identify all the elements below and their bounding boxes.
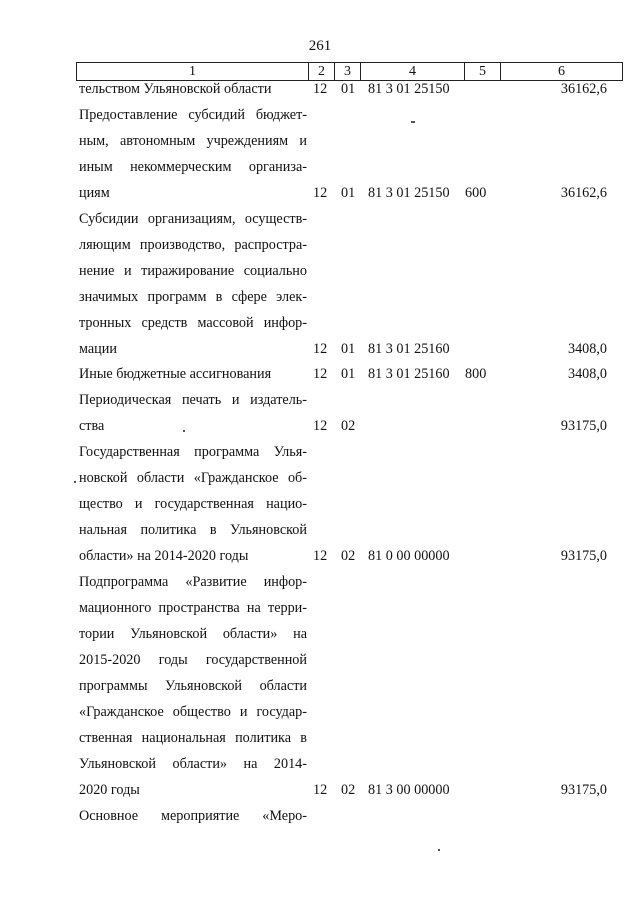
table-line bbox=[0, 570, 640, 595]
row-expense-type-code: 800 bbox=[465, 366, 487, 383]
table-line bbox=[0, 285, 640, 310]
row-section-code: 12 bbox=[313, 548, 328, 565]
column-header-4: 4 bbox=[361, 63, 465, 81]
row-description: Ульяновской области» на 2014- bbox=[79, 755, 307, 772]
row-amount: 3408,0 bbox=[567, 366, 607, 383]
row-section-code: 12 bbox=[313, 184, 328, 201]
row-section-code: 12 bbox=[313, 366, 328, 383]
row-description: тории Ульяновской области» на bbox=[79, 625, 307, 642]
row-amount: 93175,0 bbox=[560, 418, 607, 435]
column-header-6: 6 bbox=[501, 63, 623, 81]
table-line bbox=[0, 233, 640, 258]
row-description: области» на 2014-2020 годы bbox=[79, 548, 249, 565]
row-amount: 3408,0 bbox=[567, 340, 607, 357]
table-line bbox=[0, 700, 640, 725]
row-description: Иные бюджетные ассигнования bbox=[79, 366, 272, 383]
row-description: 2020 годы bbox=[79, 781, 140, 798]
table-line bbox=[0, 622, 640, 647]
row-amount: 36162,6 bbox=[560, 81, 607, 97]
row-subsection-code: 02 bbox=[341, 418, 356, 435]
row-description: Государственная программа Улья- bbox=[79, 444, 307, 461]
table-line bbox=[0, 388, 640, 413]
row-target-article-code: 81 3 01 25150 bbox=[368, 81, 450, 97]
row-description: циям bbox=[79, 184, 110, 201]
table-line bbox=[0, 466, 640, 491]
table-line bbox=[0, 207, 640, 232]
row-subsection-code: 01 bbox=[341, 366, 356, 383]
row-amount: 93175,0 bbox=[560, 781, 607, 798]
row-section-code: 12 bbox=[313, 81, 328, 97]
table-line bbox=[0, 648, 640, 673]
row-description: новской области «Гражданское об- bbox=[79, 470, 307, 487]
scan-speck bbox=[74, 481, 76, 483]
table-line bbox=[0, 804, 640, 829]
table-line bbox=[0, 259, 640, 284]
row-description: щество и государственная нацио- bbox=[79, 496, 307, 513]
table-line bbox=[0, 726, 640, 751]
row-description: ным, автономным учреждениям и bbox=[79, 132, 307, 149]
row-section-code: 12 bbox=[313, 418, 328, 435]
table-line bbox=[0, 77, 640, 102]
table-line bbox=[0, 362, 640, 387]
row-subsection-code: 02 bbox=[341, 548, 356, 565]
row-target-article-code: 81 3 01 25160 bbox=[368, 340, 450, 357]
row-description: Субсидии организациям, осуществ- bbox=[79, 210, 307, 227]
column-header-5: 5 bbox=[465, 63, 501, 81]
row-description: Предоставление субсидий бюджет- bbox=[79, 107, 307, 123]
row-description: мационного пространства на терри- bbox=[79, 600, 307, 616]
column-header-3: 3 bbox=[335, 63, 361, 81]
row-description: ственная национальная политика в bbox=[79, 729, 307, 746]
row-section-code: 12 bbox=[313, 781, 328, 798]
row-description: 2015-2020 годы государственной bbox=[79, 651, 307, 668]
table-line bbox=[0, 155, 640, 180]
table-line bbox=[0, 337, 640, 362]
row-expense-type-code: 600 bbox=[465, 184, 487, 201]
row-target-article-code: 81 0 00 00000 bbox=[368, 548, 450, 565]
row-description: Подпрограмма «Развитие инфор- bbox=[79, 574, 307, 590]
row-subsection-code: 01 bbox=[341, 81, 356, 97]
row-description: иным некоммерческим организа- bbox=[79, 158, 307, 175]
table-line bbox=[0, 518, 640, 543]
table-line bbox=[0, 752, 640, 777]
table-line bbox=[0, 181, 640, 206]
row-subsection-code: 02 bbox=[341, 781, 356, 798]
row-target-article-code: 81 3 01 25160 bbox=[368, 366, 450, 383]
scan-speck bbox=[438, 849, 440, 851]
table-line bbox=[0, 544, 640, 569]
scan-speck bbox=[411, 121, 415, 123]
row-subsection-code: 01 bbox=[341, 184, 356, 201]
table-line bbox=[0, 103, 640, 128]
table-line bbox=[0, 778, 640, 803]
row-description: программы Ульяновской области bbox=[79, 677, 307, 694]
row-description: ляющим производство, распростра- bbox=[79, 236, 307, 253]
table-line bbox=[0, 596, 640, 621]
table-line bbox=[0, 129, 640, 154]
table-line bbox=[0, 311, 640, 336]
row-description: тельством Ульяновской области bbox=[79, 81, 272, 97]
row-description: нение и тиражирование социально bbox=[79, 262, 307, 279]
column-header-2: 2 bbox=[309, 63, 335, 81]
row-description: «Гражданское общество и государ- bbox=[79, 703, 307, 720]
scan-speck bbox=[183, 430, 185, 432]
row-amount: 36162,6 bbox=[560, 184, 607, 201]
row-subsection-code: 01 bbox=[341, 340, 356, 357]
row-description: Периодическая печать и издатель- bbox=[79, 392, 307, 409]
row-section-code: 12 bbox=[313, 340, 328, 357]
table-line bbox=[0, 492, 640, 517]
row-description: значимых программ в сфере элек- bbox=[79, 288, 307, 305]
row-target-article-code: 81 3 01 25150 bbox=[368, 184, 450, 201]
table-line bbox=[0, 440, 640, 465]
row-description: мации bbox=[79, 340, 117, 357]
row-target-article-code: 81 3 00 00000 bbox=[368, 781, 450, 798]
row-description: тронных средств массовой инфор- bbox=[79, 314, 307, 331]
page-number: 261 bbox=[308, 38, 332, 54]
row-description: Основное мероприятие «Меро- bbox=[79, 807, 307, 824]
row-amount: 93175,0 bbox=[560, 548, 607, 565]
row-description: ства bbox=[79, 418, 105, 435]
row-description: нальная политика в Ульяновской bbox=[79, 522, 307, 539]
column-header-1: 1 bbox=[77, 63, 309, 81]
table-line bbox=[0, 414, 640, 439]
table-line bbox=[0, 674, 640, 699]
